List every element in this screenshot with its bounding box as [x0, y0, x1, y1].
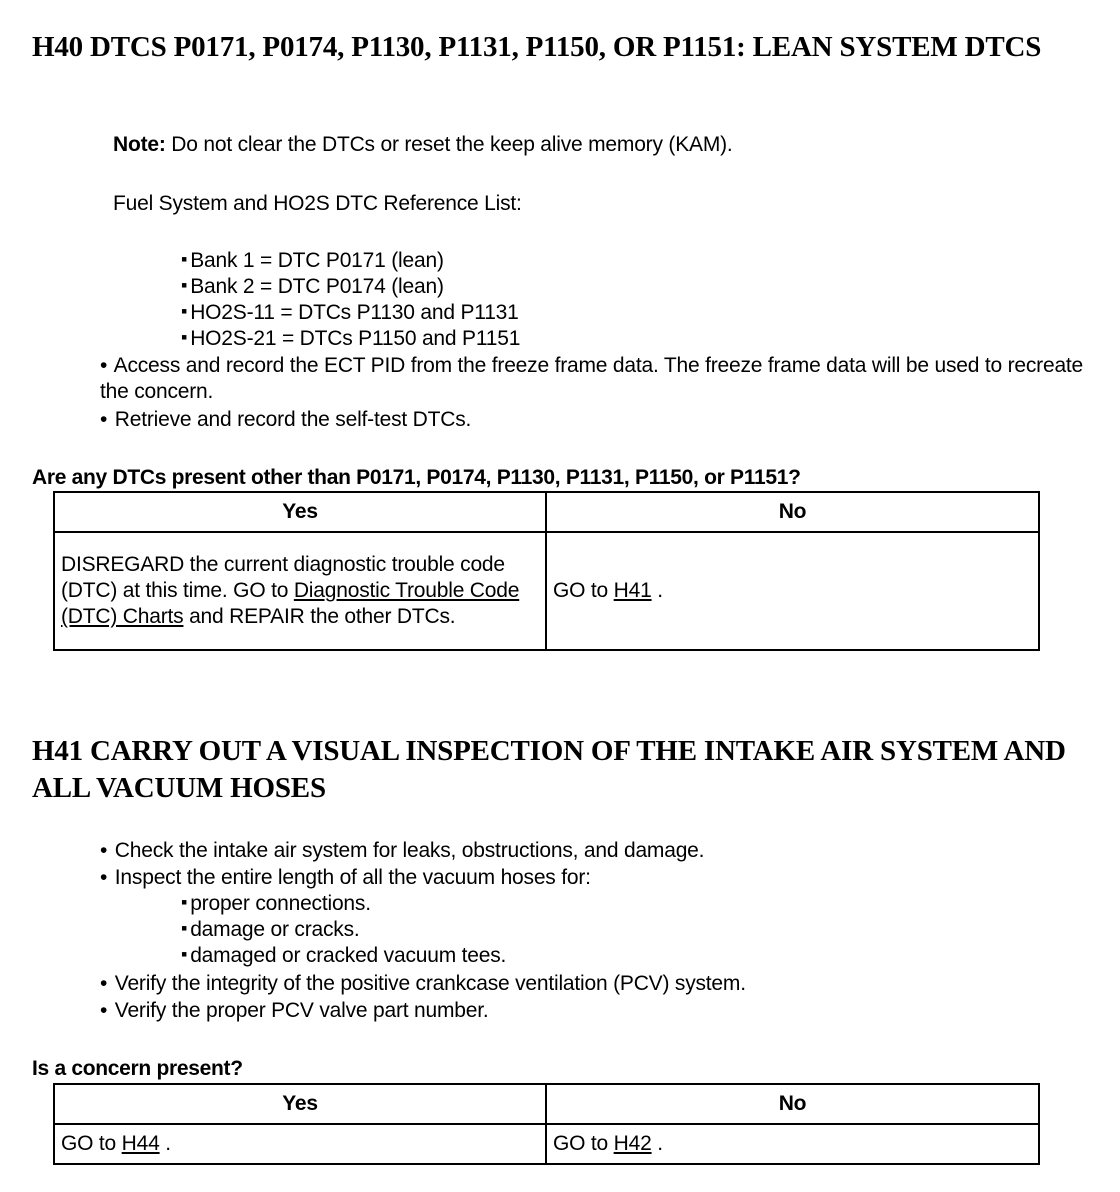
yes-header: Yes: [54, 492, 546, 532]
h40-heading: H40 DTCS P0171, P0174, P1130, P1131, P1150, OR P1151: LEAN SYSTEM DTCS: [32, 31, 1042, 63]
yes-text: DISREGARD the current diagnostic trouble code (DTC) at this time. GO to: [61, 553, 505, 602]
h40-decision-table: [53, 491, 1040, 651]
reference-list-title: Fuel System and HO2S DTC Reference List:: [113, 192, 522, 215]
h40-step: [100, 407, 471, 433]
no-suffix: .: [651, 1132, 663, 1155]
h42-link[interactable]: H42: [613, 1132, 652, 1155]
reference-item: ▪ Bank 2 = DTC P0174 (lean): [181, 274, 444, 300]
no-prefix: GO to: [553, 1132, 614, 1155]
h41-step-text: Check the intake air system for leaks, obstructions, and damage.: [114, 839, 705, 862]
no-header: No: [546, 492, 1039, 532]
h41-step-text: Verify the integrity of the positive crankcase ventilation (PCV) system.: [114, 972, 746, 995]
h41-link[interactable]: H41: [613, 579, 652, 602]
h44-link[interactable]: H44: [121, 1132, 160, 1155]
h41-decision-table: [53, 1083, 1040, 1165]
h40-step: [100, 353, 1090, 405]
no-cell: [546, 1124, 1039, 1164]
h41-question: Is a concern present?: [32, 1057, 243, 1080]
yes-prefix: GO to: [61, 1132, 122, 1155]
yes-cell: [54, 1124, 546, 1164]
h40-question: Are any DTCs present other than P0171, P0174, P1130, P1131, P1150, or P1151?: [32, 466, 801, 489]
yes-header: Yes: [54, 1084, 546, 1124]
h41-step: [100, 971, 746, 997]
h41-step-text: Inspect the entire length of all the vacuum hoses for:: [114, 866, 591, 889]
yes-cell: [54, 532, 546, 650]
h41-step: [100, 838, 704, 864]
reference-item: ▪ Bank 1 = DTC P0171 (lean): [181, 248, 444, 274]
dtc-charts-link[interactable]: Diagnostic Trouble Code (DTC) Charts: [61, 579, 520, 628]
no-cell: [546, 532, 1039, 650]
h40-note: [113, 132, 733, 158]
yes-text-end: and REPAIR the other DTCs.: [183, 605, 456, 628]
h41-sub-item: ▪ damage or cracks.: [181, 917, 360, 943]
yes-suffix: .: [159, 1132, 171, 1155]
h41-sub-item: ▪ proper connections.: [181, 891, 371, 917]
h41-heading: H41 CARRY OUT A VISUAL INSPECTION OF THE INTAKE AIR SYSTEM AND ALL VACUUM HOSES: [32, 735, 1066, 804]
h41-step-text: Verify the proper PCV valve part number.: [114, 999, 489, 1022]
h41-step: [100, 865, 591, 891]
reference-item: ▪ HO2S-11 = DTCs P1130 and P1131: [181, 300, 519, 326]
h40-step-text: Access and record the ECT PID from the freeze frame data. The freeze frame data will be used to recreate the concern.: [100, 354, 1084, 403]
note-label: Note:: [113, 133, 166, 156]
h41-step: [100, 998, 489, 1024]
reference-item: ▪ HO2S-21 = DTCs P1150 and P1151: [181, 326, 520, 352]
h41-sub-item: ▪ damaged or cracked vacuum tees.: [181, 943, 506, 969]
h40-step-text: Retrieve and record the self-test DTCs.: [114, 408, 472, 431]
no-prefix: GO to: [553, 579, 614, 602]
no-header: No: [546, 1084, 1039, 1124]
note-text: Do not clear the DTCs or reset the keep alive memory (KAM).: [165, 133, 733, 156]
no-suffix: .: [651, 579, 663, 602]
